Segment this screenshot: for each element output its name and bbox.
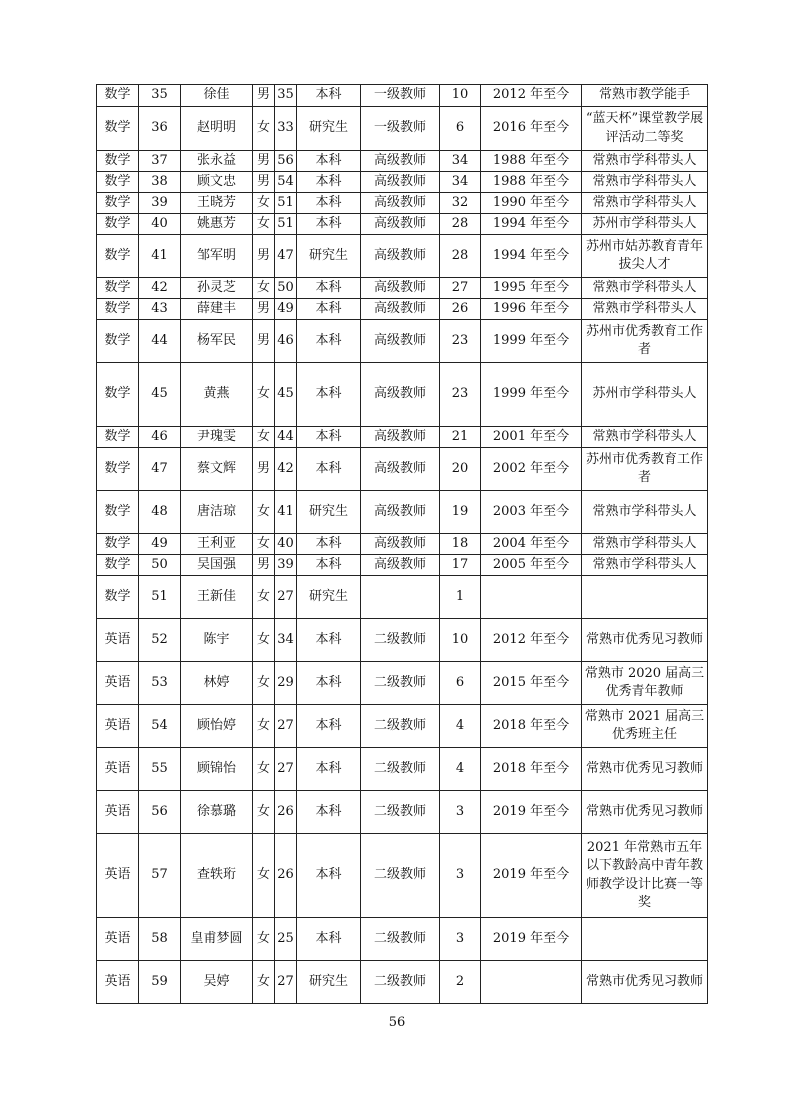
age-cell: 42: [275, 448, 297, 491]
years-cell: 2: [440, 961, 481, 1004]
title-cell: 二级教师: [361, 791, 440, 834]
name-cell: 姚惠芳: [181, 214, 253, 235]
number-cell: 40: [139, 214, 181, 235]
education-cell: 本科: [297, 448, 361, 491]
title-cell: 高级教师: [361, 555, 440, 576]
table-row: [97, 834, 708, 918]
education-cell: 本科: [297, 278, 361, 299]
honor-cell: “蓝天杯”课堂教学展评活动二等奖: [582, 107, 708, 151]
honor-cell: [582, 918, 708, 961]
years-cell: 28: [440, 235, 481, 278]
title-cell: 二级教师: [361, 834, 440, 918]
education-cell: 本科: [297, 363, 361, 427]
honor-cell: 常熟市优秀见习教师: [582, 619, 708, 662]
number-cell: 54: [139, 705, 181, 748]
subject-cell: 数学: [97, 151, 139, 172]
education-cell: 本科: [297, 705, 361, 748]
age-cell: 50: [275, 278, 297, 299]
name-cell: 顾怡婷: [181, 705, 253, 748]
period-cell: 1999 年至今: [481, 320, 582, 363]
table-row: [97, 748, 708, 791]
period-cell: 2018 年至今: [481, 748, 582, 791]
education-cell: 本科: [297, 299, 361, 320]
honor-cell: [582, 576, 708, 619]
subject-cell: 数学: [97, 534, 139, 555]
gender-cell: 女: [253, 491, 275, 534]
honor-cell: 苏州市学科带头人: [582, 363, 708, 427]
years-cell: 6: [440, 662, 481, 705]
number-cell: 46: [139, 427, 181, 448]
title-cell: 高级教师: [361, 320, 440, 363]
table-row: [97, 427, 708, 448]
honor-cell: 常熟市学科带头人: [582, 299, 708, 320]
honor-cell: 常熟市学科带头人: [582, 151, 708, 172]
name-cell: 王利亚: [181, 534, 253, 555]
number-cell: 56: [139, 791, 181, 834]
title-cell: 高级教师: [361, 214, 440, 235]
subject-cell: 数学: [97, 172, 139, 193]
subject-cell: 数学: [97, 491, 139, 534]
period-cell: [481, 961, 582, 1004]
title-cell: 高级教师: [361, 299, 440, 320]
gender-cell: 男: [253, 235, 275, 278]
education-cell: 研究生: [297, 107, 361, 151]
name-cell: 黄燕: [181, 363, 253, 427]
subject-cell: 英语: [97, 748, 139, 791]
number-cell: 57: [139, 834, 181, 918]
years-cell: 20: [440, 448, 481, 491]
page-number: 56: [388, 1015, 406, 1030]
honor-cell: 苏州市姑苏教育青年拔尖人才: [582, 235, 708, 278]
years-cell: 23: [440, 320, 481, 363]
name-cell: 王新佳: [181, 576, 253, 619]
period-cell: 2012 年至今: [481, 85, 582, 107]
title-cell: 二级教师: [361, 705, 440, 748]
period-cell: 2012 年至今: [481, 619, 582, 662]
period-cell: 1990 年至今: [481, 193, 582, 214]
title-cell: 一级教师: [361, 85, 440, 107]
age-cell: 33: [275, 107, 297, 151]
years-cell: 18: [440, 534, 481, 555]
name-cell: 王晓芳: [181, 193, 253, 214]
number-cell: 37: [139, 151, 181, 172]
gender-cell: 女: [253, 534, 275, 555]
number-cell: 59: [139, 961, 181, 1004]
period-cell: [481, 576, 582, 619]
gender-cell: 男: [253, 555, 275, 576]
years-cell: 21: [440, 427, 481, 448]
subject-cell: 数学: [97, 427, 139, 448]
years-cell: 6: [440, 107, 481, 151]
table-row: [97, 555, 708, 576]
age-cell: 26: [275, 834, 297, 918]
years-cell: 27: [440, 278, 481, 299]
title-cell: 二级教师: [361, 961, 440, 1004]
honor-cell: 2021 年常熟市五年以下教龄高中青年教师教学设计比赛一等奖: [582, 834, 708, 918]
number-cell: 47: [139, 448, 181, 491]
name-cell: 蔡文辉: [181, 448, 253, 491]
table-row: [97, 705, 708, 748]
name-cell: 顾文忠: [181, 172, 253, 193]
education-cell: 本科: [297, 662, 361, 705]
number-cell: 55: [139, 748, 181, 791]
title-cell: 二级教师: [361, 662, 440, 705]
name-cell: 吴国强: [181, 555, 253, 576]
honor-cell: 苏州市优秀教育工作者: [582, 320, 708, 363]
subject-cell: 数学: [97, 363, 139, 427]
years-cell: 28: [440, 214, 481, 235]
period-cell: 1988 年至今: [481, 172, 582, 193]
table-row: [97, 491, 708, 534]
table-row: [97, 85, 708, 107]
name-cell: 徐佳: [181, 85, 253, 107]
education-cell: 本科: [297, 320, 361, 363]
gender-cell: 女: [253, 834, 275, 918]
subject-cell: 数学: [97, 320, 139, 363]
name-cell: 薛建丰: [181, 299, 253, 320]
period-cell: 2019 年至今: [481, 834, 582, 918]
age-cell: 34: [275, 619, 297, 662]
subject-cell: 英语: [97, 961, 139, 1004]
subject-cell: 数学: [97, 214, 139, 235]
education-cell: 研究生: [297, 961, 361, 1004]
subject-cell: 英语: [97, 705, 139, 748]
table-row: [97, 363, 708, 427]
name-cell: 尹瑰雯: [181, 427, 253, 448]
years-cell: 4: [440, 748, 481, 791]
years-cell: 10: [440, 619, 481, 662]
period-cell: 1995 年至今: [481, 278, 582, 299]
gender-cell: 女: [253, 748, 275, 791]
period-cell: 2015 年至今: [481, 662, 582, 705]
age-cell: 56: [275, 151, 297, 172]
period-cell: 1988 年至今: [481, 151, 582, 172]
number-cell: 58: [139, 918, 181, 961]
name-cell: 孙灵芝: [181, 278, 253, 299]
name-cell: 赵明明: [181, 107, 253, 151]
name-cell: 邹军明: [181, 235, 253, 278]
name-cell: 陈宇: [181, 619, 253, 662]
name-cell: 唐洁琼: [181, 491, 253, 534]
years-cell: 3: [440, 918, 481, 961]
table-row: [97, 662, 708, 705]
education-cell: 本科: [297, 791, 361, 834]
period-cell: 2019 年至今: [481, 791, 582, 834]
subject-cell: 英语: [97, 834, 139, 918]
years-cell: 3: [440, 791, 481, 834]
education-cell: 本科: [297, 834, 361, 918]
years-cell: 10: [440, 85, 481, 107]
age-cell: 45: [275, 363, 297, 427]
education-cell: 本科: [297, 214, 361, 235]
number-cell: 53: [139, 662, 181, 705]
number-cell: 39: [139, 193, 181, 214]
honor-cell: 苏州市学科带头人: [582, 214, 708, 235]
honor-cell: 常熟市学科带头人: [582, 172, 708, 193]
gender-cell: 男: [253, 299, 275, 320]
years-cell: 34: [440, 172, 481, 193]
subject-cell: 数学: [97, 193, 139, 214]
subject-cell: 数学: [97, 278, 139, 299]
number-cell: 50: [139, 555, 181, 576]
age-cell: 27: [275, 576, 297, 619]
education-cell: 本科: [297, 918, 361, 961]
gender-cell: 女: [253, 193, 275, 214]
gender-cell: 男: [253, 320, 275, 363]
table-row: [97, 299, 708, 320]
years-cell: 4: [440, 705, 481, 748]
age-cell: 35: [275, 85, 297, 107]
honor-cell: 常熟市学科带头人: [582, 555, 708, 576]
period-cell: 1999 年至今: [481, 363, 582, 427]
gender-cell: 女: [253, 214, 275, 235]
title-cell: [361, 576, 440, 619]
honor-cell: 常熟市学科带头人: [582, 278, 708, 299]
gender-cell: 女: [253, 918, 275, 961]
gender-cell: 男: [253, 151, 275, 172]
years-cell: 3: [440, 834, 481, 918]
education-cell: 本科: [297, 534, 361, 555]
title-cell: 高级教师: [361, 363, 440, 427]
education-cell: 研究生: [297, 491, 361, 534]
subject-cell: 英语: [97, 619, 139, 662]
title-cell: 二级教师: [361, 918, 440, 961]
period-cell: 1994 年至今: [481, 235, 582, 278]
name-cell: 杨军民: [181, 320, 253, 363]
gender-cell: 女: [253, 705, 275, 748]
period-cell: 2002 年至今: [481, 448, 582, 491]
number-cell: 48: [139, 491, 181, 534]
education-cell: 研究生: [297, 235, 361, 278]
education-cell: 本科: [297, 427, 361, 448]
title-cell: 高级教师: [361, 448, 440, 491]
gender-cell: 女: [253, 791, 275, 834]
title-cell: 高级教师: [361, 534, 440, 555]
age-cell: 49: [275, 299, 297, 320]
number-cell: 35: [139, 85, 181, 107]
gender-cell: 女: [253, 619, 275, 662]
number-cell: 36: [139, 107, 181, 151]
period-cell: 2001 年至今: [481, 427, 582, 448]
honor-cell: 常熟市学科带头人: [582, 534, 708, 555]
period-cell: 2003 年至今: [481, 491, 582, 534]
title-cell: 高级教师: [361, 491, 440, 534]
age-cell: 47: [275, 235, 297, 278]
table-row: [97, 918, 708, 961]
gender-cell: 女: [253, 427, 275, 448]
subject-cell: 数学: [97, 576, 139, 619]
subject-cell: 数学: [97, 235, 139, 278]
age-cell: 51: [275, 193, 297, 214]
title-cell: 高级教师: [361, 427, 440, 448]
age-cell: 44: [275, 427, 297, 448]
name-cell: 顾锦怡: [181, 748, 253, 791]
table-row: [97, 576, 708, 619]
age-cell: 26: [275, 791, 297, 834]
years-cell: 26: [440, 299, 481, 320]
subject-cell: 数学: [97, 85, 139, 107]
period-cell: 2005 年至今: [481, 555, 582, 576]
honor-cell: 常熟市 2020 届高三优秀青年教师: [582, 662, 708, 705]
honor-cell: 常熟市教学能手: [582, 85, 708, 107]
age-cell: 41: [275, 491, 297, 534]
number-cell: 42: [139, 278, 181, 299]
name-cell: 林婷: [181, 662, 253, 705]
years-cell: 34: [440, 151, 481, 172]
subject-cell: 数学: [97, 299, 139, 320]
title-cell: 高级教师: [361, 278, 440, 299]
teacher-table: [96, 84, 708, 1004]
age-cell: 51: [275, 214, 297, 235]
age-cell: 46: [275, 320, 297, 363]
subject-cell: 数学: [97, 107, 139, 151]
age-cell: 40: [275, 534, 297, 555]
honor-cell: 常熟市学科带头人: [582, 491, 708, 534]
honor-cell: 常熟市学科带头人: [582, 427, 708, 448]
table-row: [97, 448, 708, 491]
number-cell: 51: [139, 576, 181, 619]
years-cell: 1: [440, 576, 481, 619]
education-cell: 本科: [297, 151, 361, 172]
table-row: [97, 534, 708, 555]
honor-cell: 常熟市 2021 届高三优秀班主任: [582, 705, 708, 748]
period-cell: 1996 年至今: [481, 299, 582, 320]
education-cell: 本科: [297, 172, 361, 193]
gender-cell: 女: [253, 107, 275, 151]
period-cell: 2018 年至今: [481, 705, 582, 748]
honor-cell: 常熟市学科带头人: [582, 193, 708, 214]
name-cell: 吴婷: [181, 961, 253, 1004]
subject-cell: 英语: [97, 918, 139, 961]
title-cell: 一级教师: [361, 107, 440, 151]
age-cell: 25: [275, 918, 297, 961]
period-cell: 2016 年至今: [481, 107, 582, 151]
subject-cell: 数学: [97, 555, 139, 576]
number-cell: 43: [139, 299, 181, 320]
years-cell: 32: [440, 193, 481, 214]
title-cell: 高级教师: [361, 172, 440, 193]
age-cell: 29: [275, 662, 297, 705]
title-cell: 高级教师: [361, 193, 440, 214]
table-row: [97, 172, 708, 193]
education-cell: 本科: [297, 748, 361, 791]
gender-cell: 女: [253, 662, 275, 705]
subject-cell: 英语: [97, 662, 139, 705]
period-cell: 2019 年至今: [481, 918, 582, 961]
years-cell: 23: [440, 363, 481, 427]
table-row: [97, 320, 708, 363]
name-cell: 张永益: [181, 151, 253, 172]
education-cell: 本科: [297, 619, 361, 662]
honor-cell: 常熟市优秀见习教师: [582, 748, 708, 791]
education-cell: 本科: [297, 555, 361, 576]
gender-cell: 男: [253, 85, 275, 107]
gender-cell: 女: [253, 961, 275, 1004]
table-row: [97, 151, 708, 172]
honor-cell: 常熟市优秀见习教师: [582, 961, 708, 1004]
number-cell: 52: [139, 619, 181, 662]
table-row: [97, 214, 708, 235]
table-row: [97, 235, 708, 278]
age-cell: 39: [275, 555, 297, 576]
name-cell: 查轶珩: [181, 834, 253, 918]
education-cell: 研究生: [297, 576, 361, 619]
education-cell: 本科: [297, 193, 361, 214]
period-cell: 2004 年至今: [481, 534, 582, 555]
name-cell: 皇甫梦圆: [181, 918, 253, 961]
table-row: [97, 107, 708, 151]
gender-cell: 男: [253, 448, 275, 491]
age-cell: 27: [275, 748, 297, 791]
table-row: [97, 961, 708, 1004]
honor-cell: 苏州市优秀教育工作者: [582, 448, 708, 491]
gender-cell: 男: [253, 172, 275, 193]
number-cell: 41: [139, 235, 181, 278]
table-row: [97, 193, 708, 214]
table-row: [97, 791, 708, 834]
number-cell: 38: [139, 172, 181, 193]
subject-cell: 数学: [97, 448, 139, 491]
education-cell: 本科: [297, 85, 361, 107]
number-cell: 49: [139, 534, 181, 555]
table-row: [97, 619, 708, 662]
title-cell: 二级教师: [361, 619, 440, 662]
age-cell: 27: [275, 705, 297, 748]
honor-cell: 常熟市优秀见习教师: [582, 791, 708, 834]
title-cell: 高级教师: [361, 151, 440, 172]
age-cell: 27: [275, 961, 297, 1004]
title-cell: 二级教师: [361, 748, 440, 791]
number-cell: 45: [139, 363, 181, 427]
years-cell: 17: [440, 555, 481, 576]
table-row: [97, 278, 708, 299]
title-cell: 高级教师: [361, 235, 440, 278]
gender-cell: 女: [253, 363, 275, 427]
gender-cell: 女: [253, 278, 275, 299]
gender-cell: 女: [253, 576, 275, 619]
number-cell: 44: [139, 320, 181, 363]
subject-cell: 英语: [97, 791, 139, 834]
years-cell: 19: [440, 491, 481, 534]
name-cell: 徐慕璐: [181, 791, 253, 834]
period-cell: 1994 年至今: [481, 214, 582, 235]
age-cell: 54: [275, 172, 297, 193]
